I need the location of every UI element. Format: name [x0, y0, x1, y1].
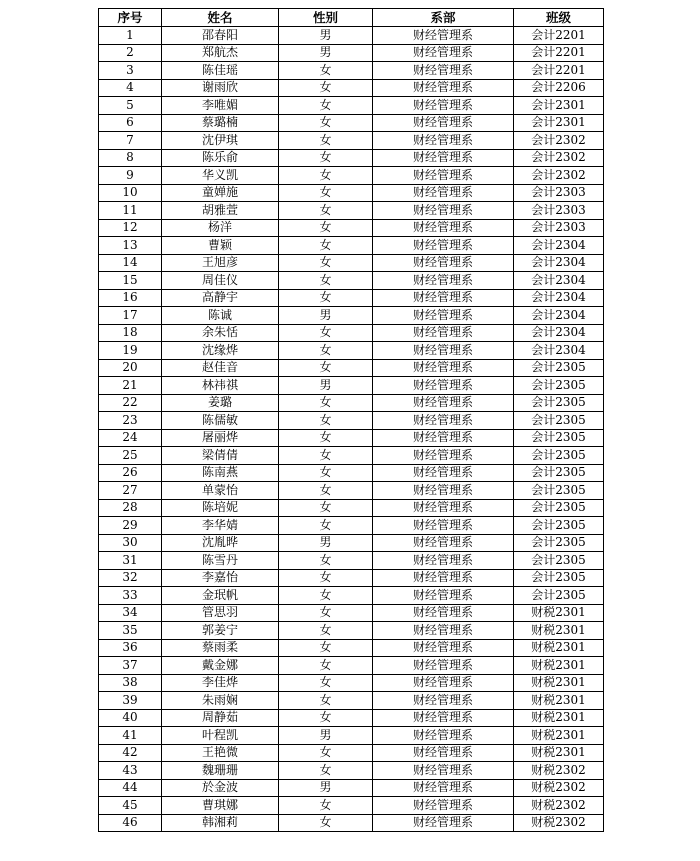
cell-gender: 女 [279, 272, 373, 290]
table-row [99, 27, 604, 45]
cell-seq: 5 [99, 97, 162, 115]
cell-class: 财税2301 [514, 727, 604, 745]
cell-department: 财经管理系 [373, 254, 514, 272]
table-body [99, 27, 604, 832]
table-row [99, 709, 604, 727]
cell-gender: 女 [279, 359, 373, 377]
cell-department: 财经管理系 [373, 342, 514, 360]
cell-class: 会计2305 [514, 359, 604, 377]
cell-department: 财经管理系 [373, 27, 514, 45]
cell-name: 陈南燕 [162, 464, 279, 482]
cell-gender: 女 [279, 149, 373, 167]
cell-seq: 18 [99, 324, 162, 342]
cell-class: 财税2302 [514, 779, 604, 797]
cell-name: 华义凯 [162, 167, 279, 185]
cell-name: 周静茹 [162, 709, 279, 727]
cell-class: 财税2302 [514, 797, 604, 815]
cell-seq: 25 [99, 447, 162, 465]
cell-seq: 39 [99, 692, 162, 710]
table-row [99, 114, 604, 132]
cell-gender: 女 [279, 464, 373, 482]
student-roster-table [98, 8, 604, 832]
cell-name: 余朱恬 [162, 324, 279, 342]
cell-gender: 女 [279, 62, 373, 80]
cell-gender: 女 [279, 342, 373, 360]
cell-class: 会计2201 [514, 27, 604, 45]
cell-gender: 女 [279, 569, 373, 587]
cell-seq: 20 [99, 359, 162, 377]
cell-department: 财经管理系 [373, 482, 514, 500]
cell-department: 财经管理系 [373, 762, 514, 780]
cell-class: 会计2302 [514, 167, 604, 185]
cell-name: 杨洋 [162, 219, 279, 237]
cell-name: 胡雅萱 [162, 202, 279, 220]
cell-name: 谢雨欣 [162, 79, 279, 97]
cell-name: 戴金娜 [162, 657, 279, 675]
table-row [99, 219, 604, 237]
cell-seq: 46 [99, 814, 162, 832]
cell-department: 财经管理系 [373, 814, 514, 832]
cell-seq: 38 [99, 674, 162, 692]
table-row [99, 132, 604, 150]
cell-department: 财经管理系 [373, 779, 514, 797]
cell-name: 蔡璐楠 [162, 114, 279, 132]
cell-name: 郑航杰 [162, 44, 279, 62]
cell-seq: 10 [99, 184, 162, 202]
cell-seq: 26 [99, 464, 162, 482]
cell-department: 财经管理系 [373, 587, 514, 605]
cell-department: 财经管理系 [373, 324, 514, 342]
cell-class: 财税2301 [514, 622, 604, 640]
cell-department: 财经管理系 [373, 377, 514, 395]
cell-name: 屠丽烨 [162, 429, 279, 447]
cell-seq: 41 [99, 727, 162, 745]
cell-name: 陈诚 [162, 307, 279, 325]
cell-class: 会计2304 [514, 307, 604, 325]
cell-department: 财经管理系 [373, 569, 514, 587]
cell-seq: 35 [99, 622, 162, 640]
table-row [99, 272, 604, 290]
cell-department: 财经管理系 [373, 692, 514, 710]
table-row [99, 429, 604, 447]
cell-seq: 29 [99, 517, 162, 535]
cell-gender: 女 [279, 289, 373, 307]
cell-seq: 28 [99, 499, 162, 517]
cell-department: 财经管理系 [373, 132, 514, 150]
table-row [99, 604, 604, 622]
cell-name: 李佳烨 [162, 674, 279, 692]
cell-seq: 21 [99, 377, 162, 395]
cell-seq: 40 [99, 709, 162, 727]
cell-gender: 女 [279, 202, 373, 220]
cell-gender: 女 [279, 184, 373, 202]
cell-department: 财经管理系 [373, 429, 514, 447]
cell-seq: 14 [99, 254, 162, 272]
cell-gender: 女 [279, 167, 373, 185]
cell-gender: 女 [279, 762, 373, 780]
cell-department: 财经管理系 [373, 709, 514, 727]
cell-class: 会计2305 [514, 377, 604, 395]
table-row [99, 814, 604, 832]
cell-department: 财经管理系 [373, 97, 514, 115]
cell-department: 财经管理系 [373, 79, 514, 97]
table-row [99, 657, 604, 675]
cell-seq: 33 [99, 587, 162, 605]
cell-gender: 女 [279, 552, 373, 570]
cell-gender: 女 [279, 97, 373, 115]
cell-class: 财税2302 [514, 762, 604, 780]
cell-class: 会计2305 [514, 587, 604, 605]
cell-seq: 9 [99, 167, 162, 185]
table-row [99, 569, 604, 587]
table-header-row [99, 9, 604, 27]
cell-gender: 女 [279, 132, 373, 150]
cell-gender: 女 [279, 429, 373, 447]
cell-seq: 42 [99, 744, 162, 762]
cell-gender: 女 [279, 657, 373, 675]
table-row [99, 97, 604, 115]
table-row [99, 394, 604, 412]
cell-seq: 36 [99, 639, 162, 657]
table-row [99, 254, 604, 272]
cell-name: 沈伊琪 [162, 132, 279, 150]
cell-gender: 女 [279, 499, 373, 517]
cell-name: 李华婧 [162, 517, 279, 535]
cell-department: 财经管理系 [373, 184, 514, 202]
cell-class: 会计2305 [514, 429, 604, 447]
cell-gender: 女 [279, 709, 373, 727]
cell-seq: 32 [99, 569, 162, 587]
cell-seq: 27 [99, 482, 162, 500]
cell-name: 童婵施 [162, 184, 279, 202]
cell-gender: 女 [279, 79, 373, 97]
cell-class: 会计2206 [514, 79, 604, 97]
cell-seq: 24 [99, 429, 162, 447]
cell-seq: 12 [99, 219, 162, 237]
cell-seq: 30 [99, 534, 162, 552]
cell-name: 曹琪娜 [162, 797, 279, 815]
cell-class: 会计2305 [514, 569, 604, 587]
table-row [99, 447, 604, 465]
cell-name: 曹颖 [162, 237, 279, 255]
table-row [99, 779, 604, 797]
cell-seq: 34 [99, 604, 162, 622]
header-name: 姓名 [162, 9, 279, 27]
table-row [99, 62, 604, 80]
header-gender: 性别 [279, 9, 373, 27]
cell-gender: 女 [279, 219, 373, 237]
cell-class: 会计2304 [514, 342, 604, 360]
cell-name: 沈胤晔 [162, 534, 279, 552]
cell-department: 财经管理系 [373, 622, 514, 640]
table-row [99, 184, 604, 202]
cell-name: 高静宇 [162, 289, 279, 307]
cell-seq: 37 [99, 657, 162, 675]
cell-class: 会计2304 [514, 254, 604, 272]
cell-gender: 女 [279, 412, 373, 430]
cell-gender: 女 [279, 674, 373, 692]
cell-name: 於金波 [162, 779, 279, 797]
cell-department: 财经管理系 [373, 517, 514, 535]
cell-seq: 6 [99, 114, 162, 132]
cell-gender: 女 [279, 324, 373, 342]
cell-class: 会计2201 [514, 62, 604, 80]
table-row [99, 44, 604, 62]
table-row [99, 674, 604, 692]
cell-class: 会计2301 [514, 114, 604, 132]
cell-department: 财经管理系 [373, 359, 514, 377]
cell-seq: 19 [99, 342, 162, 360]
cell-gender: 男 [279, 27, 373, 45]
cell-name: 陈乐俞 [162, 149, 279, 167]
cell-class: 会计2304 [514, 237, 604, 255]
cell-department: 财经管理系 [373, 114, 514, 132]
cell-seq: 22 [99, 394, 162, 412]
cell-class: 会计2304 [514, 324, 604, 342]
cell-class: 财税2301 [514, 692, 604, 710]
cell-department: 财经管理系 [373, 307, 514, 325]
cell-gender: 女 [279, 604, 373, 622]
cell-seq: 7 [99, 132, 162, 150]
cell-class: 财税2301 [514, 657, 604, 675]
cell-gender: 女 [279, 692, 373, 710]
cell-gender: 女 [279, 744, 373, 762]
header-class: 班级 [514, 9, 604, 27]
cell-gender: 女 [279, 394, 373, 412]
cell-seq: 17 [99, 307, 162, 325]
cell-class: 会计2301 [514, 97, 604, 115]
cell-name: 邵春阳 [162, 27, 279, 45]
cell-gender: 男 [279, 307, 373, 325]
cell-department: 财经管理系 [373, 237, 514, 255]
cell-name: 王旭彦 [162, 254, 279, 272]
table-row [99, 342, 604, 360]
cell-department: 财经管理系 [373, 552, 514, 570]
table-row [99, 307, 604, 325]
table-row [99, 692, 604, 710]
cell-name: 梁倩倩 [162, 447, 279, 465]
cell-gender: 女 [279, 237, 373, 255]
cell-department: 财经管理系 [373, 797, 514, 815]
table-row [99, 482, 604, 500]
table-row [99, 622, 604, 640]
cell-department: 财经管理系 [373, 744, 514, 762]
table-row [99, 377, 604, 395]
cell-name: 陈雪丹 [162, 552, 279, 570]
cell-name: 单蒙怡 [162, 482, 279, 500]
cell-class: 财税2301 [514, 639, 604, 657]
table-row [99, 552, 604, 570]
cell-seq: 43 [99, 762, 162, 780]
cell-name: 金珉帆 [162, 587, 279, 605]
cell-name: 王艳微 [162, 744, 279, 762]
table-row [99, 202, 604, 220]
cell-gender: 女 [279, 482, 373, 500]
cell-department: 财经管理系 [373, 657, 514, 675]
cell-department: 财经管理系 [373, 272, 514, 290]
cell-gender: 女 [279, 814, 373, 832]
cell-name: 沈缘烨 [162, 342, 279, 360]
cell-department: 财经管理系 [373, 499, 514, 517]
table-row [99, 517, 604, 535]
cell-class: 会计2305 [514, 482, 604, 500]
cell-class: 会计2305 [514, 447, 604, 465]
cell-seq: 8 [99, 149, 162, 167]
cell-department: 财经管理系 [373, 604, 514, 622]
cell-name: 周佳仪 [162, 272, 279, 290]
cell-seq: 23 [99, 412, 162, 430]
cell-class: 会计2303 [514, 219, 604, 237]
cell-department: 财经管理系 [373, 202, 514, 220]
table-row [99, 744, 604, 762]
cell-gender: 男 [279, 44, 373, 62]
table-row [99, 727, 604, 745]
cell-class: 会计2305 [514, 499, 604, 517]
cell-department: 财经管理系 [373, 149, 514, 167]
cell-name: 林祎祺 [162, 377, 279, 395]
cell-seq: 1 [99, 27, 162, 45]
cell-department: 财经管理系 [373, 464, 514, 482]
table-row [99, 464, 604, 482]
cell-name: 蔡雨柔 [162, 639, 279, 657]
table-row [99, 639, 604, 657]
cell-department: 财经管理系 [373, 534, 514, 552]
cell-name: 叶程凯 [162, 727, 279, 745]
cell-seq: 44 [99, 779, 162, 797]
cell-seq: 4 [99, 79, 162, 97]
table-row [99, 79, 604, 97]
cell-name: 管思羽 [162, 604, 279, 622]
cell-name: 陈培妮 [162, 499, 279, 517]
cell-gender: 女 [279, 639, 373, 657]
table-row [99, 499, 604, 517]
cell-seq: 15 [99, 272, 162, 290]
cell-gender: 男 [279, 377, 373, 395]
cell-class: 财税2302 [514, 814, 604, 832]
cell-department: 财经管理系 [373, 167, 514, 185]
cell-department: 财经管理系 [373, 727, 514, 745]
cell-department: 财经管理系 [373, 289, 514, 307]
cell-class: 会计2304 [514, 272, 604, 290]
cell-class: 会计2302 [514, 149, 604, 167]
cell-name: 魏珊珊 [162, 762, 279, 780]
cell-seq: 13 [99, 237, 162, 255]
cell-gender: 女 [279, 114, 373, 132]
cell-gender: 男 [279, 779, 373, 797]
cell-seq: 2 [99, 44, 162, 62]
table-row [99, 289, 604, 307]
cell-class: 会计2303 [514, 184, 604, 202]
cell-gender: 女 [279, 797, 373, 815]
cell-name: 李唯媚 [162, 97, 279, 115]
cell-gender: 女 [279, 254, 373, 272]
table-row [99, 412, 604, 430]
cell-class: 会计2305 [514, 412, 604, 430]
cell-seq: 3 [99, 62, 162, 80]
table-row [99, 587, 604, 605]
cell-class: 财税2301 [514, 604, 604, 622]
cell-class: 会计2304 [514, 289, 604, 307]
cell-name: 赵佳音 [162, 359, 279, 377]
table-row [99, 149, 604, 167]
cell-department: 财经管理系 [373, 674, 514, 692]
cell-gender: 女 [279, 587, 373, 605]
cell-class: 财税2301 [514, 709, 604, 727]
table-row [99, 534, 604, 552]
cell-name: 韩湘莉 [162, 814, 279, 832]
cell-gender: 男 [279, 534, 373, 552]
cell-seq: 45 [99, 797, 162, 815]
cell-gender: 女 [279, 447, 373, 465]
cell-class: 会计2305 [514, 394, 604, 412]
cell-class: 会计2305 [514, 552, 604, 570]
cell-department: 财经管理系 [373, 412, 514, 430]
cell-gender: 女 [279, 622, 373, 640]
cell-name: 姜璐 [162, 394, 279, 412]
header-department: 系部 [373, 9, 514, 27]
table-row [99, 797, 604, 815]
cell-name: 陈儒敏 [162, 412, 279, 430]
cell-seq: 16 [99, 289, 162, 307]
table-row [99, 359, 604, 377]
cell-department: 财经管理系 [373, 62, 514, 80]
cell-class: 财税2301 [514, 674, 604, 692]
cell-class: 会计2201 [514, 44, 604, 62]
cell-class: 会计2302 [514, 132, 604, 150]
cell-department: 财经管理系 [373, 447, 514, 465]
cell-gender: 女 [279, 517, 373, 535]
header-seq: 序号 [99, 9, 162, 27]
cell-class: 会计2305 [514, 517, 604, 535]
table-row [99, 167, 604, 185]
table-row [99, 762, 604, 780]
cell-department: 财经管理系 [373, 44, 514, 62]
cell-department: 财经管理系 [373, 639, 514, 657]
cell-class: 会计2305 [514, 534, 604, 552]
cell-class: 会计2303 [514, 202, 604, 220]
cell-seq: 11 [99, 202, 162, 220]
cell-name: 郭姜宁 [162, 622, 279, 640]
cell-name: 朱雨娴 [162, 692, 279, 710]
cell-department: 财经管理系 [373, 394, 514, 412]
cell-name: 陈佳瑶 [162, 62, 279, 80]
table-row [99, 237, 604, 255]
cell-class: 财税2301 [514, 744, 604, 762]
table-row [99, 324, 604, 342]
cell-seq: 31 [99, 552, 162, 570]
cell-name: 李嘉怡 [162, 569, 279, 587]
cell-department: 财经管理系 [373, 219, 514, 237]
cell-gender: 男 [279, 727, 373, 745]
cell-class: 会计2305 [514, 464, 604, 482]
